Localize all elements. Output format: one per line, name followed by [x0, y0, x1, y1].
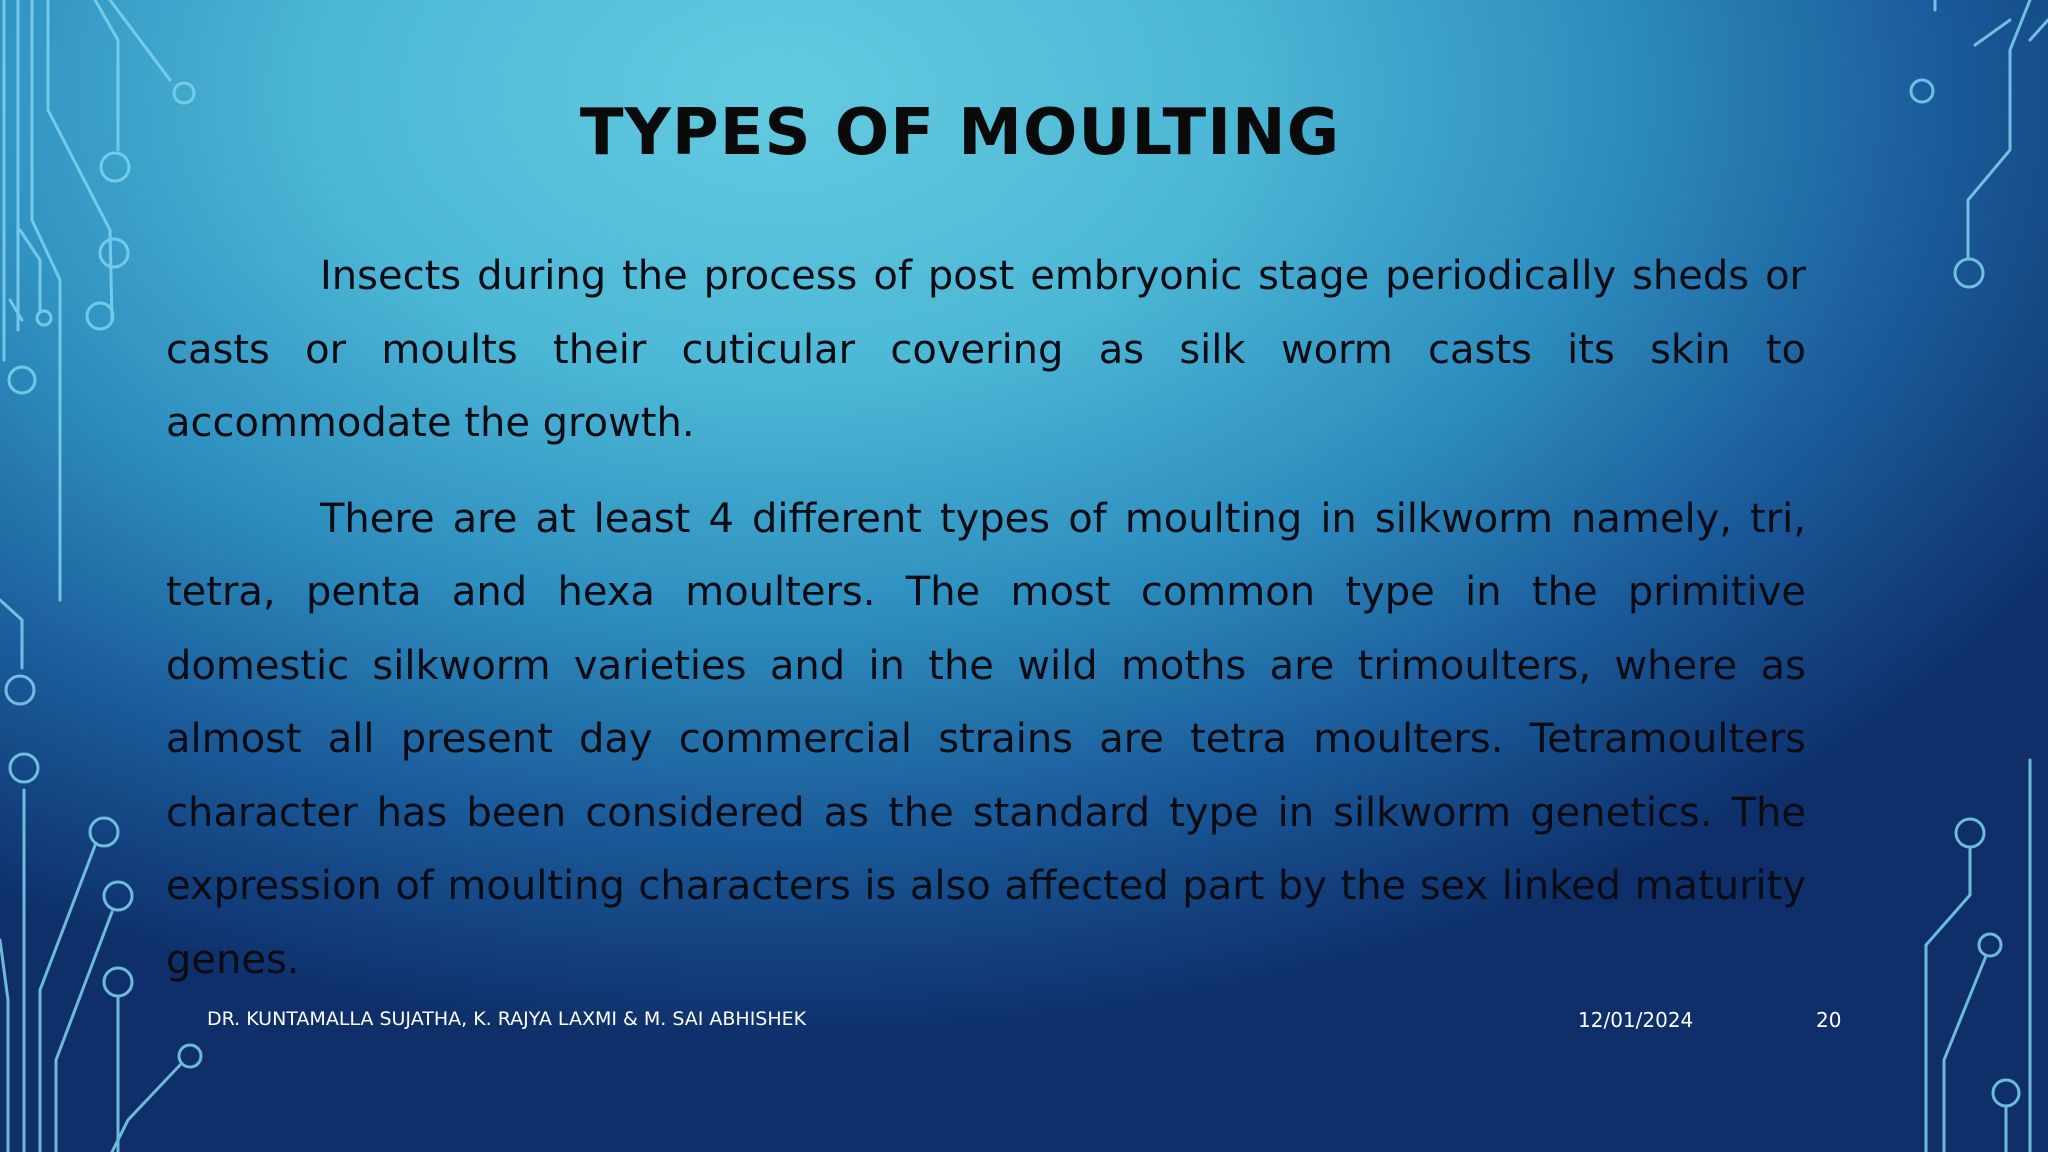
- slide-body: [166, 240, 1806, 1019]
- footer-author: DR. KUNTAMALLA SUJATHA, K. RAJYA LAXMI & M. SAI ABHISHEK: [207, 1008, 807, 1030]
- slide-title: TYPES OF MOULTING: [579, 96, 1341, 170]
- circuit-bottom-right: [1926, 760, 2030, 1152]
- body-paragraph: Insects during the process of post embryonic stage periodically sheds or casts or moults their cuticular covering as silk worm casts its skin to accommodate the growth.: [166, 253, 1806, 446]
- circuit-top-right: [1911, 0, 2048, 1152]
- footer-date: 12/01/2024: [1578, 1008, 1694, 1032]
- footer-page-number: 20: [1816, 1008, 1842, 1032]
- body-paragraph: There are at least 4 different types of moulting in silkworm namely, tri, tetra, penta and hexa moulters. The most common type in the primitive domestic silkworm varieties and in the wild moths are trimoulters, where as almost all present day commercial strains are tetra moulters. Tetramoulters character has been considered as the standard type in silkworm genetics. The expression of moulting characters is also affected part by the sex linked maturity genes.: [166, 495, 1806, 983]
